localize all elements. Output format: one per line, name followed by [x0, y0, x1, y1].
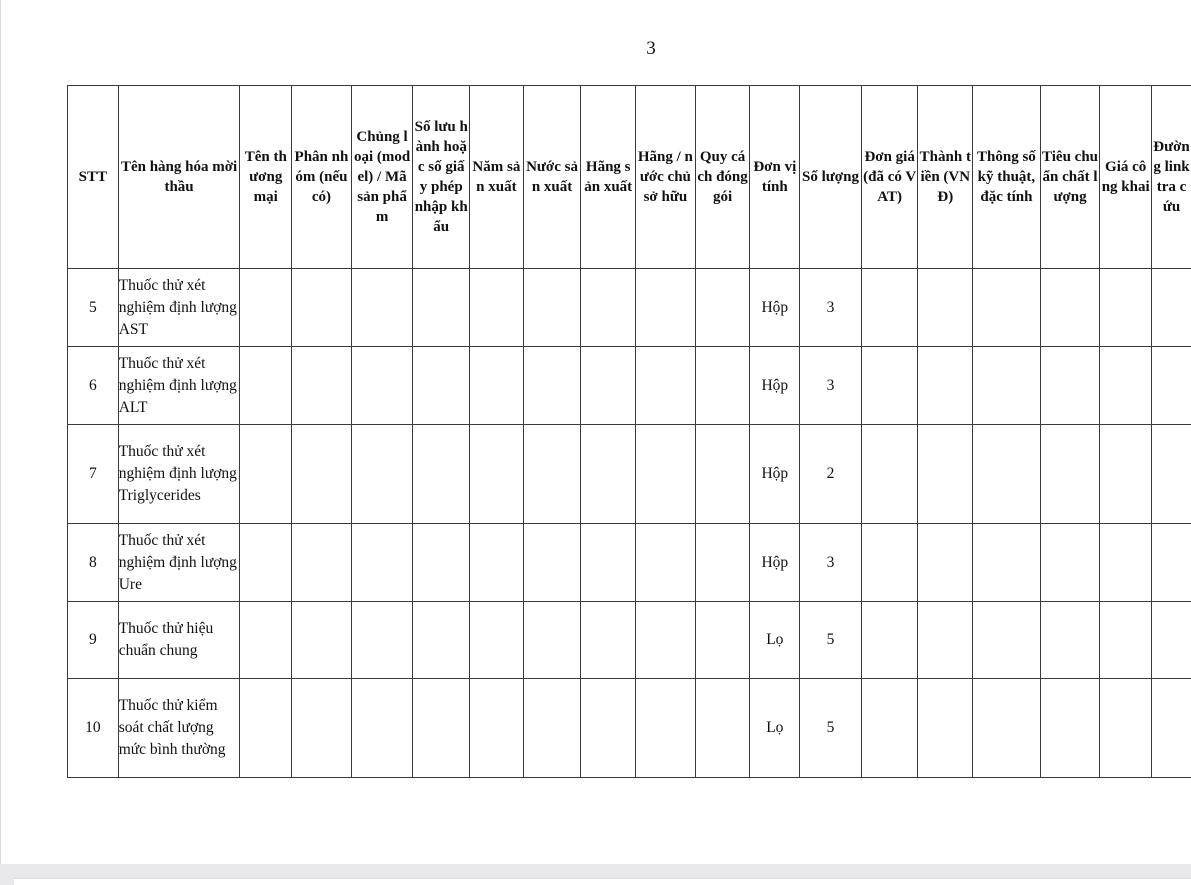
header-quantity: Số lượng	[800, 86, 862, 269]
row-stt: 5	[68, 269, 119, 347]
header-manufacturer: Hãng sản xuất	[581, 86, 636, 269]
row-unit: Hộp	[750, 425, 800, 524]
row-quantity: 3	[800, 347, 862, 425]
table-row	[68, 679, 1191, 778]
row-unit: Lọ	[750, 679, 800, 778]
table-row	[68, 524, 1191, 602]
header-public-price: Giá công khai	[1100, 86, 1152, 269]
row-item-name: Thuốc thử xét nghiệm định lượng Ure	[118, 524, 240, 602]
table-header-row	[68, 86, 1191, 269]
header-lookup-link: Đường link tra cứu	[1152, 86, 1191, 269]
header-specifications: Thông số kỹ thuật, đặc tính	[973, 86, 1041, 269]
row-quantity: 5	[800, 602, 862, 679]
row-stt: 10	[68, 679, 119, 778]
table-row	[68, 425, 1191, 524]
row-quantity: 3	[800, 524, 862, 602]
header-model: Chủng loại (model) / Mã sản phẩm	[351, 86, 413, 269]
row-unit: Hộp	[750, 524, 800, 602]
header-year: Năm sản xuất	[470, 86, 524, 269]
row-unit: Hộp	[750, 269, 800, 347]
row-item-name: Thuốc thử hiệu chuẩn chung	[118, 602, 240, 679]
tender-table	[67, 85, 1191, 778]
header-stt: STT	[68, 86, 119, 269]
row-item-name: Thuốc thử xét nghiệm định lượng ALT	[118, 347, 240, 425]
row-stt: 8	[68, 524, 119, 602]
table-row	[68, 602, 1191, 679]
row-quantity: 5	[800, 679, 862, 778]
row-stt: 7	[68, 425, 119, 524]
row-quantity: 3	[800, 269, 862, 347]
header-unit: Đơn vị tính	[750, 86, 800, 269]
header-quality-standard: Tiêu chuẩn chất lượng	[1040, 86, 1100, 269]
row-unit: Lọ	[750, 602, 800, 679]
header-trade-name: Tên thương mại	[240, 86, 292, 269]
header-item-name: Tên hàng hóa mời thầu	[118, 86, 240, 269]
header-license-number: Số lưu hành hoặc số giấy phép nhập khẩu	[413, 86, 470, 269]
header-country: Nước sản xuất	[523, 86, 581, 269]
header-total: Thành tiền (VNĐ)	[918, 86, 973, 269]
page-number: 3	[641, 38, 661, 60]
row-quantity: 2	[800, 425, 862, 524]
header-packaging: Quy cách đóng gói	[695, 86, 750, 269]
header-group: Phân nhóm (nếu có)	[292, 86, 352, 269]
header-unit-price: Đơn giá (đã có VAT)	[861, 86, 918, 269]
header-owner: Hãng / nước chủ sở hữu	[636, 86, 696, 269]
row-stt: 6	[68, 347, 119, 425]
row-item-name: Thuốc thử kiểm soát chất lượng mức bình thường	[118, 679, 240, 778]
row-stt: 9	[68, 602, 119, 679]
row-unit: Hộp	[750, 347, 800, 425]
table-row	[68, 347, 1191, 425]
table-row	[68, 269, 1191, 347]
row-item-name: Thuốc thử xét nghiệm định lượng AST	[118, 269, 240, 347]
row-item-name: Thuốc thử xét nghiệm định lượng Triglycerides	[118, 425, 240, 524]
